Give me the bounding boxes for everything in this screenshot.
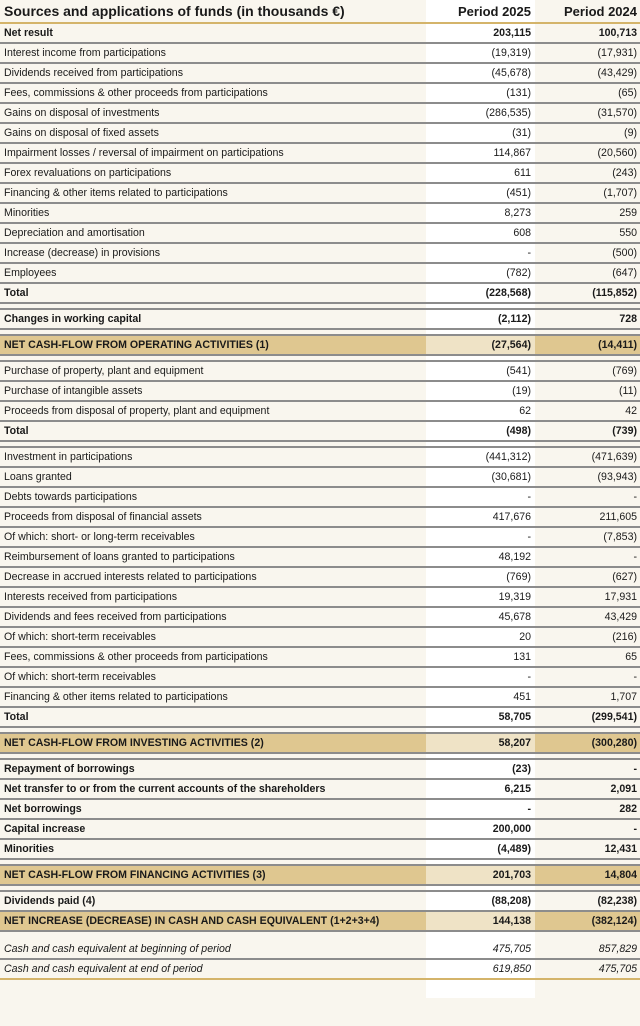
- table-row: [0, 144, 640, 164]
- value-2024: (11): [618, 385, 637, 397]
- value-2024: 282: [619, 803, 637, 815]
- value-2025: (31): [512, 127, 531, 139]
- row-label: Minorities: [4, 207, 50, 219]
- value-2025: 48,192: [498, 551, 531, 563]
- value-2024: 43,429: [604, 611, 637, 623]
- value-2025: (441,312): [485, 451, 531, 463]
- value-2024: (7,853): [603, 531, 637, 543]
- working-capital-row: Changes in working capital (2,112) 728: [0, 310, 640, 330]
- row-label: Decrease in accrued interests related to participations: [4, 571, 257, 583]
- table-row: [0, 104, 640, 124]
- cash-begin-row: Cash and cash equivalent at beginning of period 475,705 857,829: [0, 940, 640, 960]
- table-row: [0, 800, 640, 820]
- row-label: Fees, commissions & other proceeds from participations: [4, 651, 268, 663]
- table-row: [0, 64, 640, 84]
- value-2025: (451): [506, 187, 531, 199]
- value-2024: 259: [619, 207, 637, 219]
- row-label: Of which: short-term receivables: [4, 671, 156, 683]
- net-financing-row: NET CASH-FLOW FROM FINANCING ACTIVITIES (3) 201,703 14,804: [0, 866, 640, 886]
- row-label: Purchase of property, plant and equipment: [4, 365, 204, 377]
- table-row: [0, 648, 640, 668]
- table-row: [0, 820, 640, 840]
- table-row: [0, 184, 640, 204]
- row-label: Forex revaluations on participations: [4, 167, 172, 179]
- investing-financial-rows: [0, 448, 640, 708]
- value-2025: 62: [519, 405, 531, 417]
- spacer: [0, 932, 640, 940]
- value-2024: (243): [612, 167, 637, 179]
- investing-fixed-rows: [0, 362, 640, 422]
- value-2025: (30,681): [491, 471, 531, 483]
- row-label: Financing & other items related to participations: [4, 691, 228, 703]
- table-row: [0, 382, 640, 402]
- cash-end-row: Cash and cash equivalent at end of period 619,850 475,705: [0, 960, 640, 980]
- row-label: Gains on disposal of fixed assets: [4, 127, 159, 139]
- value-2024: 211,605: [599, 511, 637, 523]
- value-2025: 451: [513, 691, 531, 703]
- row-label: Loans granted: [4, 471, 72, 483]
- net-operating-row: NET CASH-FLOW FROM OPERATING ACTIVITIES (1) (27,564) (14,411): [0, 336, 640, 356]
- table-row: [0, 608, 640, 628]
- value-2024: (500): [612, 247, 637, 259]
- value-2025: 19,319: [498, 591, 531, 603]
- table-row: [0, 468, 640, 488]
- value-2024: 42: [625, 405, 637, 417]
- table-row: [0, 488, 640, 508]
- table-row: [0, 840, 640, 860]
- value-2025: 114,867: [493, 147, 531, 159]
- row-label: Net borrowings: [4, 803, 82, 815]
- value-2024: -: [633, 491, 637, 503]
- table-title: Sources and applications of funds (in thousands €): [4, 3, 345, 19]
- value-2024: (17,931): [597, 47, 637, 59]
- value-2025: -: [527, 671, 531, 683]
- value-2025: 611: [514, 167, 531, 179]
- row-label: Debts towards participations: [4, 491, 138, 503]
- row-label: Fees, commissions & other proceeds from participations: [4, 87, 268, 99]
- row-label: Financing & other items related to participations: [4, 187, 228, 199]
- financing-rows: [0, 760, 640, 860]
- table-header-row: [0, 0, 640, 24]
- column-header-2025: Period 2025: [458, 3, 531, 19]
- value-2025: (4,489): [497, 843, 531, 855]
- value-2025: 608: [513, 227, 531, 239]
- row-label: Proceeds from disposal of financial assets: [4, 511, 202, 523]
- value-2024: 65: [625, 651, 637, 663]
- table-row: [0, 24, 640, 44]
- value-2025: 20: [519, 631, 531, 643]
- value-2024: 12,431: [604, 843, 637, 855]
- column-header-2024: Period 2024: [564, 3, 637, 19]
- row-label: Repayment of borrowings: [4, 763, 135, 775]
- value-2024: (1,707): [603, 187, 637, 199]
- table-row: [0, 224, 640, 244]
- table-row: [0, 508, 640, 528]
- value-2025: (19): [512, 385, 531, 397]
- row-label: Gains on disposal of investments: [4, 107, 160, 119]
- value-2025: (19,319): [491, 47, 531, 59]
- value-2024: 2,091: [610, 783, 637, 795]
- value-2024: (20,560): [597, 147, 637, 159]
- value-2024: (43,429): [597, 67, 637, 79]
- operating-rows: [0, 24, 640, 284]
- row-label: Depreciation and amortisation: [4, 227, 145, 239]
- value-2024: (93,943): [597, 471, 637, 483]
- value-2025: -: [527, 531, 531, 543]
- investing-financial-total-row: Total 58,705 (299,541): [0, 708, 640, 728]
- value-2025: 6,215: [504, 783, 531, 795]
- value-2025: -: [527, 803, 531, 815]
- value-2024: (627): [612, 571, 637, 583]
- table-row: [0, 780, 640, 800]
- value-2024: (471,639): [591, 451, 637, 463]
- row-label: Interests received from participations: [4, 591, 178, 603]
- row-label: Investment in participations: [4, 451, 133, 463]
- table-row: [0, 628, 640, 648]
- value-2024: (9): [624, 127, 637, 139]
- row-label: Dividends received from participations: [4, 67, 183, 79]
- value-2025: (286,535): [485, 107, 531, 119]
- table-row: [0, 402, 640, 422]
- table-row: [0, 204, 640, 224]
- row-label: Reimbursement of loans granted to participations: [4, 551, 235, 563]
- table-row: [0, 362, 640, 382]
- row-label: Net transfer to or from the current accounts of the shareholders: [4, 783, 326, 795]
- value-2025: (131): [506, 87, 531, 99]
- row-label: Proceeds from disposal of property, plant and equipment: [4, 405, 270, 417]
- table-row: [0, 528, 640, 548]
- table-row: [0, 124, 640, 144]
- table-row: [0, 264, 640, 284]
- table-row: [0, 44, 640, 64]
- value-2024: 550: [619, 227, 637, 239]
- value-2025: 45,678: [498, 611, 531, 623]
- value-2024: (769): [612, 365, 637, 377]
- value-2024: (647): [612, 267, 637, 279]
- row-label: Dividends and fees received from participations: [4, 611, 227, 623]
- value-2024: -: [633, 763, 637, 775]
- investing-fixed-total-row: Total (498) (739): [0, 422, 640, 442]
- value-2025: 203,115: [493, 27, 531, 39]
- value-2024: (65): [618, 87, 637, 99]
- row-label: Of which: short- or long-term receivables: [4, 531, 195, 543]
- value-2024: -: [633, 551, 637, 563]
- value-2025: 8,273: [504, 207, 531, 219]
- row-label: Purchase of intangible assets: [4, 385, 143, 397]
- row-label: Capital increase: [4, 823, 86, 835]
- table-row: [0, 548, 640, 568]
- table-row: [0, 760, 640, 780]
- value-2024: -: [633, 671, 637, 683]
- table-row: [0, 448, 640, 468]
- value-2024: 17,931: [604, 591, 637, 603]
- row-label: Employees: [4, 267, 57, 279]
- row-label: Impairment losses / reversal of impairment on participations: [4, 147, 284, 159]
- value-2025: 200,000: [492, 823, 531, 835]
- net-investing-row: NET CASH-FLOW FROM INVESTING ACTIVITIES (2) 58,207 (300,280): [0, 734, 640, 754]
- value-2024: (216): [612, 631, 637, 643]
- value-2025: (782): [506, 267, 531, 279]
- value-2025: -: [527, 247, 531, 259]
- table-row: [0, 164, 640, 184]
- value-2025: -: [527, 491, 531, 503]
- row-label: Net result: [4, 27, 53, 39]
- value-2025: 131: [513, 651, 531, 663]
- table-row: [0, 568, 640, 588]
- table-row: [0, 668, 640, 688]
- row-label: Minorities: [4, 843, 55, 855]
- net-increase-row: NET INCREASE (DECREASE) IN CASH AND CASH EQUIVALENT (1+2+3+4) 144,138 (382,124): [0, 912, 640, 932]
- row-label: Of which: short-term receivables: [4, 631, 156, 643]
- value-2024: (31,570): [597, 107, 637, 119]
- table-row: [0, 688, 640, 708]
- value-2024: 100,713: [598, 27, 637, 39]
- value-2025: (45,678): [491, 67, 531, 79]
- value-2024: 1,707: [610, 691, 637, 703]
- row-label: Increase (decrease) in provisions: [4, 247, 161, 259]
- table-row: [0, 84, 640, 104]
- dividends-paid-row: Dividends paid (4) (88,208) (82,238): [0, 892, 640, 912]
- value-2025: (541): [506, 365, 531, 377]
- row-label: Interest income from participations: [4, 47, 166, 59]
- table-row: [0, 244, 640, 264]
- value-2025: 417,676: [492, 511, 531, 523]
- operating-total-row: Total (228,568) (115,852): [0, 284, 640, 304]
- value-2024: -: [633, 823, 637, 835]
- value-2025: (23): [512, 763, 531, 775]
- value-2025: (769): [506, 571, 531, 583]
- table-row: [0, 588, 640, 608]
